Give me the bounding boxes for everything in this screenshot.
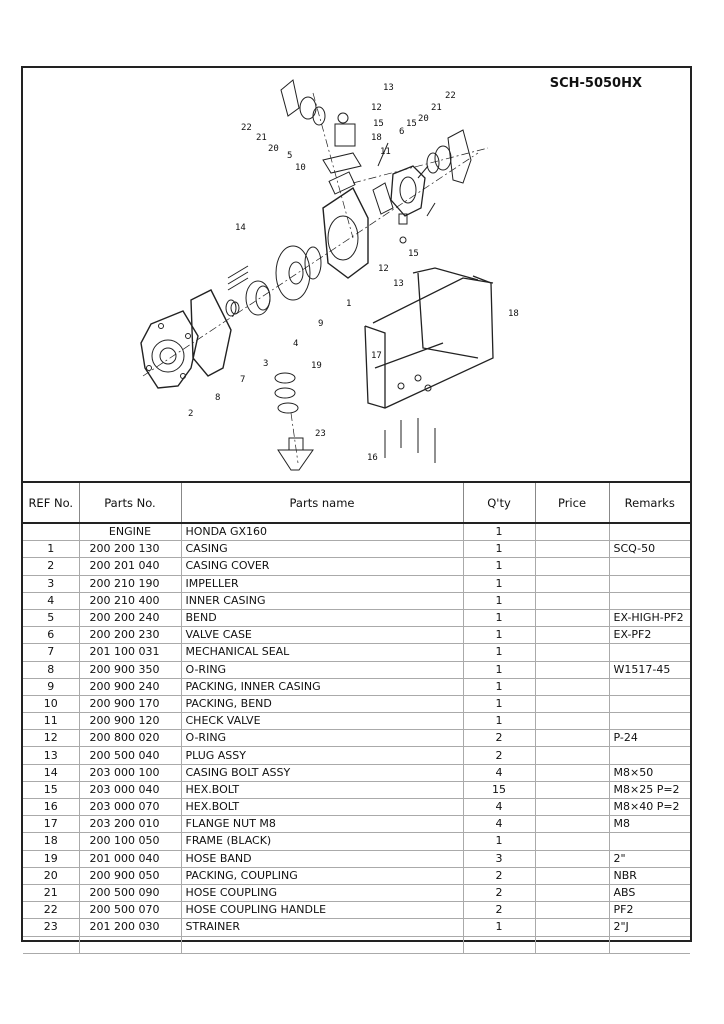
plug-and-bolts [378, 143, 435, 243]
qty-cell: 1 [463, 678, 535, 695]
qty-cell: 1 [463, 575, 535, 592]
parts-no-cell: 200 200 130 [79, 541, 181, 558]
impeller-part [246, 281, 270, 315]
price-cell [535, 747, 609, 764]
callout-11: 11 [380, 147, 391, 157]
qty-cell: 4 [463, 799, 535, 816]
callout-10: 10 [295, 163, 306, 173]
hose-bands-part [275, 373, 298, 413]
price-cell [535, 902, 609, 919]
remarks-cell [609, 713, 690, 730]
hose-coupling-right [427, 130, 471, 183]
table-row [23, 884, 690, 901]
table-row [23, 919, 690, 936]
table-row [23, 661, 690, 678]
parts-name-cell: IMPELLER [181, 575, 463, 592]
price-cell [535, 833, 609, 850]
remarks-cell: PF2 [609, 902, 690, 919]
qty-cell: 15 [463, 781, 535, 798]
qty-cell: 1 [463, 541, 535, 558]
parts-name-cell: HEX.BOLT [181, 799, 463, 816]
callout-2: 2 [188, 409, 194, 419]
callout-20b: 20 [268, 144, 279, 154]
table-header-row [23, 482, 690, 523]
qty-cell: 1 [463, 523, 535, 541]
bend-part [323, 113, 361, 173]
ref-cell: 7 [23, 644, 79, 661]
casing-part [323, 172, 368, 278]
callout-13b: 13 [393, 279, 404, 289]
parts-no-cell: ENGINE [79, 523, 181, 541]
parts-no-cell: 200 800 020 [79, 730, 181, 747]
remarks-cell: 2" [609, 850, 690, 867]
remarks-cell [609, 523, 690, 541]
callout-20a: 20 [418, 114, 429, 124]
parts-no-cell: 200 500 090 [79, 884, 181, 901]
callout-9: 9 [318, 319, 324, 329]
ref-cell: 10 [23, 695, 79, 712]
valve-case-part [373, 166, 425, 216]
remarks-cell: EX-HIGH-PF2 [609, 609, 690, 626]
remarks-cell [609, 833, 690, 850]
qty-cell: 2 [463, 730, 535, 747]
table-row [23, 575, 690, 592]
ref-cell: 1 [23, 541, 79, 558]
parts-name-cell: FLANGE NUT M8 [181, 816, 463, 833]
header-remarks: Remarks [609, 482, 690, 523]
table-row [23, 730, 690, 747]
ref-cell [23, 523, 79, 541]
parts-name-cell: MECHANICAL SEAL [181, 644, 463, 661]
callout-18b: 18 [508, 309, 519, 319]
ref-cell: 16 [23, 799, 79, 816]
ref-cell: 12 [23, 730, 79, 747]
header-qty: Q'ty [463, 482, 535, 523]
price-cell [535, 523, 609, 541]
remarks-cell [609, 936, 690, 953]
remarks-cell [609, 592, 690, 609]
callout-12b: 12 [378, 264, 389, 274]
price-cell [535, 919, 609, 936]
qty-cell: 1 [463, 713, 535, 730]
parts-no-cell: 201 000 040 [79, 850, 181, 867]
parts-name-cell: PACKING, INNER CASING [181, 678, 463, 695]
table-row [23, 609, 690, 626]
ref-cell: 3 [23, 575, 79, 592]
table-row [23, 764, 690, 781]
casing-cover-part [141, 311, 198, 388]
model-title: SCH-5050HX [549, 76, 642, 91]
parts-no-cell: 203 200 010 [79, 816, 181, 833]
parts-name-cell: CASING BOLT ASSY [181, 764, 463, 781]
ref-cell: 11 [23, 713, 79, 730]
mechanical-seal-part [226, 300, 239, 316]
header-price: Price [535, 482, 609, 523]
ref-cell: 9 [23, 678, 79, 695]
parts-no-cell: 200 100 050 [79, 833, 181, 850]
qty-cell: 4 [463, 816, 535, 833]
ref-cell: 22 [23, 902, 79, 919]
qty-cell: 1 [463, 833, 535, 850]
callout-6: 6 [399, 127, 405, 137]
qty-cell [463, 936, 535, 953]
ref-cell: 8 [23, 661, 79, 678]
remarks-cell [609, 678, 690, 695]
price-cell [535, 867, 609, 884]
ref-cell: 15 [23, 781, 79, 798]
ref-cell: 14 [23, 764, 79, 781]
frame-part [365, 268, 493, 408]
parts-no-cell: 201 100 031 [79, 644, 181, 661]
parts-no-cell: 200 900 120 [79, 713, 181, 730]
parts-name-cell: HOSE BAND [181, 850, 463, 867]
parts-sheet [21, 66, 692, 942]
price-cell [535, 627, 609, 644]
price-cell [535, 850, 609, 867]
price-cell [535, 644, 609, 661]
ref-cell: 17 [23, 816, 79, 833]
price-cell [535, 781, 609, 798]
ref-cell: 4 [23, 592, 79, 609]
qty-cell: 2 [463, 867, 535, 884]
parts-no-cell: 200 900 170 [79, 695, 181, 712]
price-cell [535, 695, 609, 712]
callout-12a: 12 [371, 103, 382, 113]
parts-no-cell: 200 200 240 [79, 609, 181, 626]
ref-cell: 5 [23, 609, 79, 626]
qty-cell: 4 [463, 764, 535, 781]
callout-21b: 21 [256, 133, 267, 143]
parts-name-cell [181, 936, 463, 953]
callout-7: 7 [240, 375, 246, 385]
remarks-cell: EX-PF2 [609, 627, 690, 644]
parts-name-cell: BEND [181, 609, 463, 626]
table-row [23, 695, 690, 712]
table-row [23, 592, 690, 609]
remarks-cell [609, 575, 690, 592]
parts-name-cell: VALVE CASE [181, 627, 463, 644]
price-cell [535, 764, 609, 781]
parts-name-cell: O-RING [181, 730, 463, 747]
callout-22a: 22 [445, 91, 456, 101]
qty-cell: 1 [463, 627, 535, 644]
parts-no-cell: 200 201 040 [79, 558, 181, 575]
price-cell [535, 558, 609, 575]
table-row [23, 678, 690, 695]
parts-name-cell: INNER CASING [181, 592, 463, 609]
ref-cell: 20 [23, 867, 79, 884]
remarks-cell [609, 747, 690, 764]
callout-14: 14 [235, 223, 246, 233]
remarks-cell: NBR [609, 867, 690, 884]
parts-no-cell: 200 200 230 [79, 627, 181, 644]
remarks-cell: 2"J [609, 919, 690, 936]
remarks-cell: M8×40 P=2 [609, 799, 690, 816]
parts-no-cell: 200 900 240 [79, 678, 181, 695]
callout-3: 3 [263, 359, 269, 369]
price-cell [535, 592, 609, 609]
parts-name-cell: CHECK VALVE [181, 713, 463, 730]
callout-17: 17 [371, 351, 382, 361]
price-cell [535, 799, 609, 816]
parts-no-cell: 203 000 070 [79, 799, 181, 816]
parts-no-cell: 203 000 100 [79, 764, 181, 781]
qty-cell: 1 [463, 609, 535, 626]
price-cell [535, 575, 609, 592]
table-row [23, 558, 690, 575]
price-cell [535, 661, 609, 678]
callout-15b: 15 [406, 119, 417, 129]
ref-cell: 21 [23, 884, 79, 901]
ref-cell: 18 [23, 833, 79, 850]
qty-cell: 1 [463, 644, 535, 661]
qty-cell: 1 [463, 661, 535, 678]
parts-name-cell: CASING COVER [181, 558, 463, 575]
remarks-cell: ABS [609, 884, 690, 901]
table-row [23, 816, 690, 833]
parts-no-cell: 200 900 050 [79, 867, 181, 884]
ref-cell: 19 [23, 850, 79, 867]
price-cell [535, 541, 609, 558]
remarks-cell: M8×25 P=2 [609, 781, 690, 798]
price-cell [535, 884, 609, 901]
parts-no-cell: 200 500 040 [79, 747, 181, 764]
header-parts-no: Parts No. [79, 482, 181, 523]
header-ref-no: REF No. [23, 482, 79, 523]
parts-name-cell: PACKING, COUPLING [181, 867, 463, 884]
table-row [23, 627, 690, 644]
inner-casing-part [276, 246, 310, 300]
qty-cell: 1 [463, 592, 535, 609]
price-cell [535, 678, 609, 695]
parts-name-cell: HOSE COUPLING [181, 884, 463, 901]
parts-name-cell: HONDA GX160 [181, 523, 463, 541]
callout-1: 1 [346, 299, 352, 309]
callout-21a: 21 [431, 103, 442, 113]
remarks-cell [609, 558, 690, 575]
callout-16: 16 [367, 453, 378, 463]
price-cell [535, 609, 609, 626]
qty-cell: 2 [463, 884, 535, 901]
table-row [23, 713, 690, 730]
qty-cell: 1 [463, 919, 535, 936]
callout-22b: 22 [241, 123, 252, 133]
callout-4: 4 [293, 339, 299, 349]
parts-no-cell: 200 500 070 [79, 902, 181, 919]
remarks-cell: SCQ-50 [609, 541, 690, 558]
remarks-cell: M8×50 [609, 764, 690, 781]
table-row [23, 833, 690, 850]
table-row [23, 644, 690, 661]
table-row [23, 902, 690, 919]
callout-23: 23 [315, 429, 326, 439]
table-row [23, 936, 690, 953]
hose-coupling-left [281, 80, 325, 125]
parts-name-cell: FRAME (BLACK) [181, 833, 463, 850]
price-cell [535, 730, 609, 747]
parts-no-cell: 203 000 040 [79, 781, 181, 798]
remarks-cell: M8 [609, 816, 690, 833]
qty-cell: 2 [463, 902, 535, 919]
qty-cell: 3 [463, 850, 535, 867]
table-row [23, 747, 690, 764]
remarks-cell: W1517-45 [609, 661, 690, 678]
callout-15a: 15 [373, 119, 384, 129]
parts-no-cell: 200 900 350 [79, 661, 181, 678]
remarks-cell [609, 695, 690, 712]
table-row [23, 523, 690, 541]
qty-cell: 1 [463, 695, 535, 712]
parts-no-cell [79, 936, 181, 953]
qty-cell: 1 [463, 558, 535, 575]
table-row [23, 541, 690, 558]
price-cell [535, 713, 609, 730]
parts-name-cell: O-RING [181, 661, 463, 678]
price-cell [535, 936, 609, 953]
ref-cell: 13 [23, 747, 79, 764]
parts-name-cell: PLUG ASSY [181, 747, 463, 764]
callout-18a: 18 [371, 133, 382, 143]
ref-cell: 6 [23, 627, 79, 644]
callout-19: 19 [311, 361, 322, 371]
parts-name-cell: HOSE COUPLING HANDLE [181, 902, 463, 919]
ref-cell [23, 936, 79, 953]
remarks-cell [609, 644, 690, 661]
parts-name-cell: STRAINER [181, 919, 463, 936]
parts-name-cell: CASING [181, 541, 463, 558]
callout-5: 5 [287, 151, 293, 161]
parts-no-cell: 200 210 400 [79, 592, 181, 609]
parts-no-cell: 200 210 190 [79, 575, 181, 592]
parts-no-cell: 201 200 030 [79, 919, 181, 936]
casing-bolts-part [228, 266, 248, 290]
ref-cell: 2 [23, 558, 79, 575]
price-cell [535, 816, 609, 833]
ref-cell: 23 [23, 919, 79, 936]
parts-name-cell: PACKING, BEND [181, 695, 463, 712]
remarks-cell: P-24 [609, 730, 690, 747]
table-row [23, 867, 690, 884]
callout-13a: 13 [383, 83, 394, 93]
strainer-part [278, 438, 313, 470]
exploded-diagram [23, 68, 690, 481]
header-parts-name: Parts name [181, 482, 463, 523]
callout-8: 8 [215, 393, 221, 403]
parts-table-body [23, 523, 690, 953]
table-row [23, 781, 690, 798]
table-row [23, 850, 690, 867]
qty-cell: 2 [463, 747, 535, 764]
parts-name-cell: HEX.BOLT [181, 781, 463, 798]
callout-15c: 15 [408, 249, 419, 259]
parts-table [23, 481, 690, 954]
table-row [23, 799, 690, 816]
